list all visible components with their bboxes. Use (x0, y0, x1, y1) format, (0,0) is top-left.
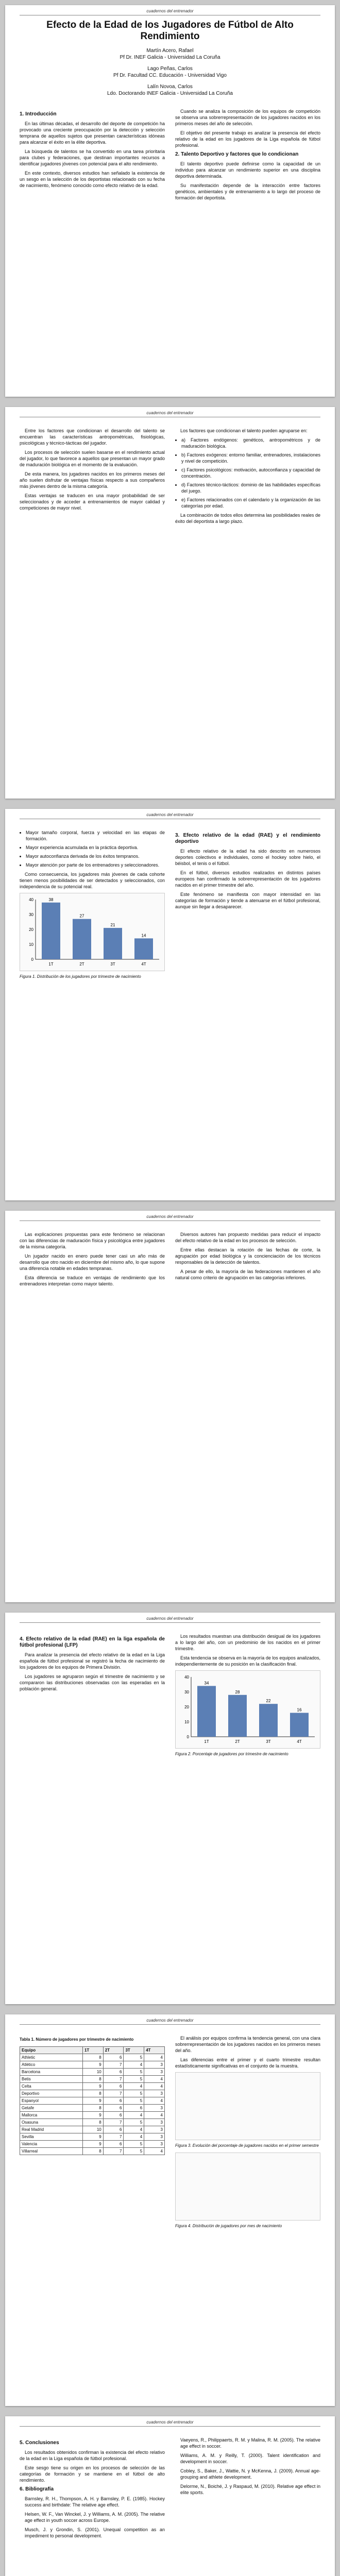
table-cell: 7 (103, 2076, 124, 2083)
column-left (20, 1633, 165, 1695)
table-cell: 10 (82, 2069, 103, 2076)
table-cell: 9 (82, 2061, 103, 2069)
table-row (20, 2076, 165, 2083)
column-right (175, 829, 320, 913)
data-table (20, 2046, 165, 2155)
section-heading: 4. Efecto relativo de la edad (RAE) en la liga española de fútbol profesional (LFP) (20, 1636, 165, 1648)
y-tick-label: 0 (31, 957, 33, 962)
author-name: Lago Peñas, Carlos (147, 66, 193, 72)
table-cell: 4 (124, 2133, 144, 2141)
table-cell: 9 (82, 2133, 103, 2141)
table-cell: 7 (103, 2061, 124, 2069)
paragraph: La combinación de todos ellos determina las posibilidades reales de éxito del deportista a largo plazo. (175, 513, 320, 524)
data-label: 21 (110, 923, 115, 928)
paragraph: Las diferencias entre el primer y el cuarto trimestre resultan estadísticamente significativas en el conjunto de la muestra. (175, 2057, 320, 2069)
page-header: cuadernos del entrenador (20, 2018, 320, 2025)
table-cell: 4 (124, 2126, 144, 2133)
paragraph: Un jugador nacido en enero puede tener casi un año más de desarrollo que otro nacido en diciembre del mismo año, lo que supone una diferencia notable en edades tempranas. (20, 1253, 165, 1271)
figure-caption: Figura 1. Distribución de los jugadores por trimestre de nacimiento (20, 974, 141, 979)
column-right (175, 428, 320, 528)
table-cell: 9 (82, 2097, 103, 2105)
bar-chart (20, 893, 164, 971)
x-tick-label: 2T (235, 1739, 240, 1744)
table-cell: 7 (103, 2119, 124, 2126)
data-label: 28 (235, 1689, 240, 1694)
list-item: • b) Factores exógenos: entorno familiar, entrenadores, instalaciones y nivel de competición. (181, 452, 320, 464)
list-item: • Mayor autoconfianza derivada de los éxitos tempranos. (26, 853, 165, 859)
figure-1 (20, 893, 165, 971)
table-cell: Betis (20, 2076, 83, 2083)
bar (197, 1686, 216, 1737)
table-cell: 5 (124, 2076, 144, 2083)
table-row (20, 2133, 165, 2141)
y-tick-label: 30 (184, 1690, 189, 1694)
table-cell: 8 (82, 2076, 103, 2083)
paragraph: Los factores que condicionan el talento pueden agruparse en: (180, 428, 308, 433)
table-cell: 9 (82, 2112, 103, 2119)
paragraph: A pesar de ello, la mayoría de las federaciones mantienen el año natural como criterio de agrupación en las categorías inferiores. (175, 1269, 320, 1280)
table-cell: 5 (124, 2054, 144, 2061)
paragraph: Entre los factores que condicionan el desarrollo del talento se encuentran las características antropométricas, fisiológicas, psicológicas y técnico-tácticas del jugador. (20, 428, 165, 446)
data-label: 22 (266, 1699, 271, 1704)
paragraph: En las últimas décadas, el desarrollo del deporte de competición ha provocado una creciente preocupación por la detección y selección temprana de aquellos sujetos que presentan características idóneas para alcanzar el éxito en la élite deportiva. (20, 121, 165, 145)
bar (104, 928, 122, 959)
table-row (20, 2090, 165, 2097)
column-right (175, 1633, 320, 1761)
paragraph: Entre ellas destacan la rotación de las fechas de corte, la agrupación por edad biológica y la concienciación de los técnicos responsables de la detección de talentos. (175, 1247, 320, 1265)
article-title: Efecto de la Edad de los Jugadores de Fútbol de Alto Rendimiento (46, 20, 294, 42)
page-1 (5, 5, 335, 397)
column-right (175, 2035, 320, 2233)
bar (134, 938, 153, 959)
table-cell: 4 (144, 2112, 165, 2119)
table-row (20, 2126, 165, 2133)
table-cell: Villarreal (20, 2148, 83, 2155)
paragraph: Los resultados muestran una distribución desigual de los jugadores a lo largo del año, con un predominio de los nacidos en el primer trimestre. (175, 1634, 320, 1651)
table-cell: 4 (144, 2076, 165, 2083)
page-header: cuadernos del entrenador (20, 1214, 320, 1221)
table-row (20, 2069, 165, 2076)
author-name: Lalín Novoa, Carlos (147, 84, 193, 90)
x-tick-label: 1T (204, 1739, 209, 1744)
paragraph: En el fútbol, diversos estudios realizados en distintos países europeos han confirmado la sobrerrepresentación de los jugadores nacidos en el primer trimestre del año. (175, 870, 320, 888)
page-2 (5, 407, 335, 799)
table-cell: 3 (144, 2126, 165, 2133)
table-cell: Getafe (20, 2105, 83, 2112)
page-3 (5, 809, 335, 1200)
column-right (175, 1231, 320, 1284)
table-cell: Mallorca (20, 2112, 83, 2119)
table-cell: 4 (124, 2112, 144, 2119)
data-label: 34 (204, 1681, 209, 1686)
paragraph: El análisis por equipos confirma la tendencia general, con una clara sobrerrepresentación de los jugadores nacidos en los primeros meses del año. (175, 2036, 320, 2053)
paragraph: Este sesgo tiene su origen en los procesos de selección de las categorías de formación y se mantiene en el fútbol de alto rendimiento. (20, 2465, 165, 2483)
paragraph: El talento deportivo puede definirse como la capacidad de un individuo para alcanzar un rendimiento superior en una disciplina deportiva determinada. (175, 161, 320, 179)
table-cell: 4 (144, 2083, 165, 2090)
list-item: • a) Factores endógenos: genéticos, antropométricos y de maduración biológica. (181, 437, 320, 449)
column-left (20, 829, 165, 984)
x-tick-label: 3T (110, 962, 115, 967)
table-row (20, 2061, 165, 2069)
section-heading: 6. Bibliografía (20, 2486, 54, 2492)
table-cell: Osasuna (20, 2119, 83, 2126)
figure-4 (175, 2153, 320, 2221)
table-cell: Real Madrid (20, 2126, 83, 2133)
y-tick-label: 0 (186, 1735, 189, 1739)
page-7 (5, 2416, 335, 2576)
table-row (20, 2141, 165, 2148)
page-header: cuadernos del entrenador (20, 9, 320, 15)
data-label: 16 (297, 1707, 302, 1713)
list-item: • e) Factores relacionados con el calendario y la organización de las categorías por edad. (181, 497, 320, 509)
table-cell: 6 (103, 2141, 124, 2148)
table-cell: 7 (103, 2090, 124, 2097)
page-header: cuadernos del entrenador (20, 812, 320, 819)
table-cell: Deportivo (20, 2090, 83, 2097)
column-left (20, 2437, 165, 2542)
table-cell: 6 (103, 2097, 124, 2105)
author-name: Martín Acero, Rafael (146, 48, 194, 54)
table-cell: Barcelona (20, 2069, 83, 2076)
author-affil: Pf Dr. INEF Galicia - Universidad La Coruña (120, 55, 220, 60)
table-row (20, 2105, 165, 2112)
table-cell: 5 (124, 2090, 144, 2097)
table-header-cell: 2T (103, 2047, 124, 2054)
table-cell: 3 (144, 2090, 165, 2097)
table-cell: 3 (144, 2133, 165, 2141)
table-cell: 5 (124, 2141, 144, 2148)
paragraph: Este fenómeno se manifiesta con mayor intensidad en las categorías de formación y tiende a atenuarse en el fútbol profesional, aunque sin llegar a desaparecer. (175, 892, 320, 909)
figure-caption: Figura 2. Porcentaje de jugadores por trimestre de nacimiento (175, 1752, 288, 1756)
x-tick-label: 1T (48, 962, 54, 967)
table-cell: 3 (144, 2141, 165, 2148)
reference: Barnsley, R. H., Thompson, A. H. y Barnsley, P. E. (1985). Hockey success and birthdate: The relative age effect. (25, 2496, 165, 2507)
table-cell: 9 (82, 2083, 103, 2090)
table-caption: Tabla 1. Número de jugadores por trimestre de nacimiento (20, 2037, 134, 2042)
figure-caption: Figura 4. Distribución de jugadores por mes de nacimiento (175, 2224, 282, 2228)
table-cell: Athletic (20, 2054, 83, 2061)
table-row (20, 2112, 165, 2119)
table-cell: 6 (103, 2126, 124, 2133)
y-tick-label: 40 (184, 1675, 189, 1680)
bar (259, 1704, 278, 1737)
table-cell: 10 (82, 2126, 103, 2133)
paragraph: Las explicaciones propuestas para este fenómeno se relacionan con las diferencias de maduración física y psicológica entre jugadores de la misma categoría. (20, 1232, 165, 1249)
page-header: cuadernos del entrenador (20, 1616, 320, 1623)
table-cell: 5 (124, 2097, 144, 2105)
table-cell: 5 (124, 2069, 144, 2076)
table-cell: 6 (103, 2054, 124, 2061)
paragraph: Estas ventajas se traducen en una mayor probabilidad de ser seleccionados y de acceder a entrenamientos de mayor calidad y competiciones de mayor nivel. (20, 493, 165, 511)
figure-2 (175, 1670, 320, 1749)
list-item: • d) Factores técnico-tácticos: dominio de las habilidades específicas del juego. (181, 482, 320, 494)
table-cell: Espanyol (20, 2097, 83, 2105)
table-header-cell: Equipo (20, 2047, 83, 2054)
list-item: • c) Factores psicológicos: motivación, autoconfianza y capacidad de concentración. (181, 467, 320, 479)
table-row (20, 2097, 165, 2105)
advantage-list (20, 829, 165, 868)
page-header: cuadernos del entrenador (20, 411, 320, 417)
table-row (20, 2119, 165, 2126)
column-left (20, 2035, 165, 2155)
column-left (20, 428, 165, 514)
column-left (20, 1231, 165, 1290)
paragraph: En este contexto, diversos estudios han señalado la existencia de un sesgo en la selección de los deportistas relacionado con su fecha de nacimiento, fenómeno conocido como efecto relativo de la edad. (20, 171, 165, 188)
table-cell: 6 (103, 2112, 124, 2119)
table-row (20, 2148, 165, 2155)
y-tick-label: 30 (29, 912, 33, 917)
bar (73, 919, 91, 959)
page-6 (5, 2014, 335, 2406)
table-cell: 3 (144, 2061, 165, 2069)
page-header: cuadernos del entrenador (20, 2420, 320, 2427)
data-label: 38 (48, 897, 54, 902)
table-cell: 4 (144, 2097, 165, 2105)
author-affil: Ldo. Doctorando INEF Galicia - Universidad La Coruña (107, 91, 233, 96)
table-cell: 4 (124, 2083, 144, 2090)
column-right (175, 2437, 320, 2499)
page-4 (5, 1211, 335, 1602)
bar (228, 1695, 247, 1737)
figure-caption: Figura 3. Evolución del porcentaje de jugadores nacidos en el primer semestre (175, 2143, 319, 2148)
data-label: 14 (141, 933, 146, 938)
table-row (20, 2054, 165, 2061)
x-tick-label: 3T (266, 1739, 271, 1744)
reference: Cobley, S., Baker, J., Wattie, N. y McKenna, J. (2009). Annual age-grouping and athlete development. (180, 2468, 320, 2480)
bar (290, 1713, 309, 1737)
table-cell: 4 (124, 2061, 144, 2069)
x-tick-label: 4T (297, 1739, 302, 1744)
figure-3 (175, 2072, 320, 2140)
table-header-cell: 4T (144, 2047, 165, 2054)
table-cell: 8 (82, 2054, 103, 2061)
table-cell: 3 (144, 2069, 165, 2076)
table-cell: 7 (103, 2148, 124, 2155)
table-cell: 6 (103, 2105, 124, 2112)
paragraph: Los jugadores se agruparon según el trimestre de nacimiento y se compararon las distribuciones observadas con las esperadas en la población general. (20, 1674, 165, 1691)
table-cell: Atlético (20, 2061, 83, 2069)
section-heading: 1. Introducción (20, 111, 57, 117)
paragraph: Los resultados obtenidos confirman la existencia del efecto relativo de la edad en la Liga española de fútbol profesional. (20, 2450, 165, 2461)
table-cell: 5 (124, 2119, 144, 2126)
x-tick-label: 2T (79, 962, 84, 967)
table-cell: 8 (82, 2105, 103, 2112)
table-cell: 8 (82, 2119, 103, 2126)
table-cell: Celta (20, 2083, 83, 2090)
table-cell: 4 (144, 2054, 165, 2061)
list-item: • Mayor tamaño corporal, fuerza y velocidad en las etapas de formación. (26, 829, 165, 842)
paragraph: De esta manera, los jugadores nacidos en los primeros meses del año suelen disfrutar de ventajas físicas respecto a sus compañeros más jóvenes dentro de la misma categoría. (20, 471, 165, 489)
paragraph: Los procesos de selección suelen basarse en el rendimiento actual del jugador, lo que favorece a aquellos que presentan un mayor grado de maduración biológica en el momento de la evaluación. (20, 450, 165, 467)
table-cell: 6 (103, 2083, 124, 2090)
paragraph: Cuando se analiza la composición de los equipos de competición se observa una sobrerrepresentación de los jugadores nacidos en los primeros meses del año de selección. (175, 109, 320, 126)
table-cell: 6 (124, 2105, 144, 2112)
column-left (20, 108, 165, 192)
table-cell: Sevilla (20, 2133, 83, 2141)
y-tick-label: 10 (29, 942, 33, 947)
page-5 (5, 1613, 335, 2004)
list-item: • Mayor atención por parte de los entrenadores y seleccionadores. (26, 862, 165, 868)
section-heading: 2. Talento Deportivo y factores que lo condicionan (175, 151, 299, 157)
paragraph: El objetivo del presente trabajo es analizar la presencia del efecto relativo de la edad en los jugadores de la Liga española de fútbol profesional. (175, 130, 320, 148)
table-row (20, 2083, 165, 2090)
section-heading: 3. Efecto relativo de la edad (RAE) y el rendimiento deportivo (175, 833, 320, 844)
table-cell: 8 (82, 2090, 103, 2097)
table-cell: 9 (82, 2141, 103, 2148)
paragraph: Como consecuencia, los jugadores más jóvenes de cada cohorte tienen menos posibilidades de ser detectados y seleccionados, con independencia de su potencial real. (20, 872, 165, 889)
paragraph: Para analizar la presencia del efecto relativo de la edad en la Liga española de fútbol profesional se registró la fecha de nacimiento de los jugadores de los equipos de Primera División. (20, 1652, 165, 1670)
author-block (36, 47, 304, 101)
paragraph: La búsqueda de talentos se ha convertido en una tarea prioritaria para clubes y federaciones, que destinan importantes recursos a identificar jugadores jóvenes con potencial para el alto rendimiento. (20, 149, 165, 166)
table-header-cell: 3T (124, 2047, 144, 2054)
x-tick-label: 4T (141, 962, 146, 967)
paragraph: Esta tendencia se observa en la mayoría de los equipos analizados, independientemente de su posición en la clasificación final. (175, 1655, 320, 1667)
reference: Williams, A. M. y Reilly, T. (2000). Talent identification and development in soccer. (180, 2453, 320, 2464)
table-cell: 5 (124, 2148, 144, 2155)
table-cell: 3 (144, 2105, 165, 2112)
bar (42, 903, 60, 959)
table-header-row (20, 2047, 165, 2054)
y-tick-label: 10 (184, 1720, 189, 1724)
author-affil: Pf Dr. Facultad CC. Educación - Universidad Vigo (113, 73, 227, 78)
reference: Vaeyens, R., Philippaerts, R. M. y Malina, R. M. (2005). The relative age effect in soccer. (180, 2437, 320, 2449)
paragraph: El efecto relativo de la edad ha sido descrito en numerosos deportes colectivos e individuales, como el hockey sobre hielo, el béisbol, el tenis o el fútbol. (175, 849, 320, 866)
section-heading: 5. Conclusiones (20, 2440, 59, 2446)
table-cell: 6 (103, 2069, 124, 2076)
paragraph: Diversos autores han propuesto medidas para reducir el impacto del efecto relativo de la edad en los procesos de selección. (175, 1232, 320, 1243)
table-cell: 8 (82, 2148, 103, 2155)
data-label: 27 (79, 913, 84, 919)
y-tick-label: 40 (29, 897, 33, 902)
bar-chart (176, 1671, 320, 1748)
column-right (175, 108, 320, 204)
paragraph: Esta diferencia se traduce en ventajas de rendimiento que los entrenadores interpretan como mayor talento. (20, 1275, 165, 1286)
reference: Delorme, N., Boiché, J. y Raspaud, M. (2010). Relative age effect in elite sports. (180, 2484, 320, 2495)
table-header-cell: 1T (82, 2047, 103, 2054)
y-tick-label: 20 (184, 1705, 189, 1709)
factor-list (175, 437, 320, 509)
y-tick-label: 20 (29, 927, 33, 932)
reference: Musch, J. y Grondin, S. (2001). Unequal competition as an impediment to personal development. (25, 2527, 165, 2538)
reference: Helsen, W. F., Van Winckel, J. y Williams, A. M. (2005). The relative age effect in youth soccer across Europe. (25, 2512, 165, 2523)
paragraph: Su manifestación depende de la interacción entre factores genéticos, ambientales y de entrenamiento a lo largo del proceso de formación del deportista. (175, 183, 320, 200)
table-cell: 4 (144, 2148, 165, 2155)
table-cell: 7 (103, 2133, 124, 2141)
table-cell: 3 (144, 2119, 165, 2126)
table-cell: Valencia (20, 2141, 83, 2148)
list-item: • Mayor experiencia acumulada en la práctica deportiva. (26, 844, 165, 851)
